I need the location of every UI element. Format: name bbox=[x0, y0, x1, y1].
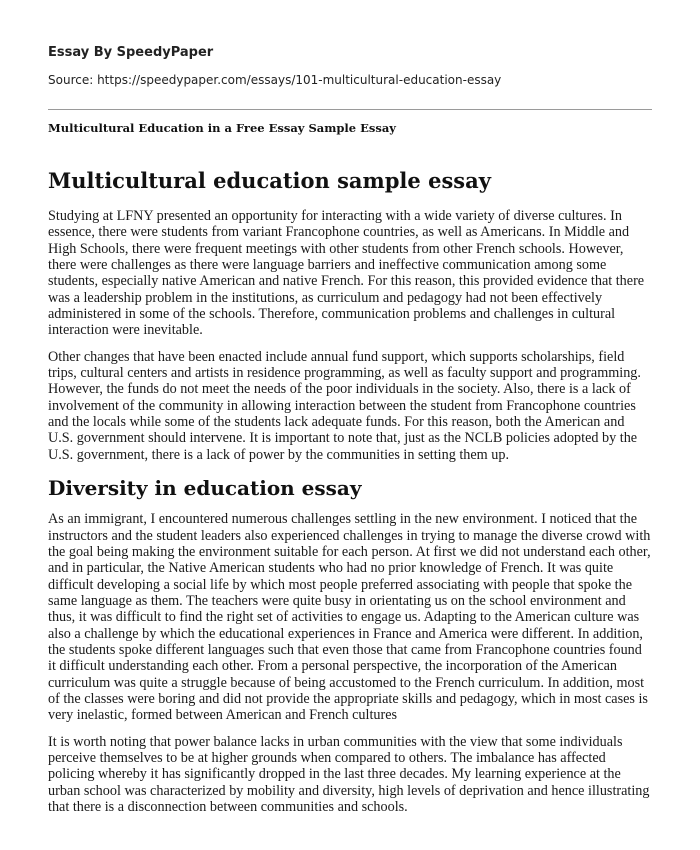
paragraph-1: Studying at LFNY presented an opportunity for interacting with a wide variety of diverse cultures. In essence, there were students from variant Francophone countries, as well as Americans. In Middle and High Schools, there were frequent meetings with other students from other French schools. However, there were challenges as there were language barriers and ineffective communication among some students, especially native American and native French. For this reason, this provided evidence that there was a leadership problem in the institutions, as curriculum and pedagogy had not been effectively administered in some of the schools. Therefore, communication problems and challenges in cultural interaction were inevitable. bbox=[48, 208, 645, 339]
section-heading-multicultural: Multicultural education sample essay bbox=[48, 168, 491, 193]
section-heading-diversity: Diversity in education essay bbox=[48, 476, 362, 501]
essay-body bbox=[48, 168, 652, 825]
brand-label: Essay By SpeedyPaper bbox=[48, 45, 214, 60]
paragraph-3: As an immigrant, I encountered numerous challenges settling in the new environment. I noticed that the instructors and the student leaders also experienced challenges in trying to manage the diverse crowd with the goal being making the environment suitable for each person. At first we did not understand each other, and in particular, the Native American students who had no prior knowledge of French. It was quite difficult developing a social life by which most people preferred associating with people that spoke the same language as them. The teachers were quite busy in orientating us on the school environment and thus, it was difficult to find the right set of activities to engage us. Adapting to the American culture was also a challenge by which the educational experiences in France and America were different. In addition, the students spoke different languages such that even those that came from Francophone countries found it difficult understanding each other. From a personal perspective, the incorporation of the American curriculum was quite a struggle because of being accustomed to the French curriculum. In addition, most of the classes were boring and did not provide the appropriate skills and pedagogy, which in most cases is very inelastic, formed between American and French cultures bbox=[48, 511, 651, 724]
paragraph-4: It is worth noting that power balance lacks in urban communities with the view that some individuals perceive themselves to be at higher grounds when compared to others. The imbalance has affected policing whereby it has significantly dropped in the last three decades. My learning experience at the urban school was characterized by mobility and diversity, high levels of deprivation and hence illustrating that there is a disconnection between communities and schools. bbox=[48, 733, 650, 815]
source-line: Source: https://speedypaper.com/essays/101-multicultural-education-essay bbox=[48, 73, 502, 87]
document-title: Multicultural Education in a Free Essay Sample Essay bbox=[48, 121, 396, 135]
paragraph-2: Other changes that have been enacted include annual fund support, which supports scholarships, field trips, cultural centers and artists in residence programming, as well as faculty support and programming. However, the funds do not meet the needs of the poor individuals in the society. Also, there is a lack of involvement of the community in allowing interaction between the student from Francophone countries and the locals while some of the students lack adequate funds. For this reason, both the American and U.S. government should intervene. It is important to note that, just as the NCLB policies adopted by the U.S. government, there is a lack of power by the communities in setting them up. bbox=[48, 348, 641, 463]
header-divider bbox=[48, 109, 652, 110]
